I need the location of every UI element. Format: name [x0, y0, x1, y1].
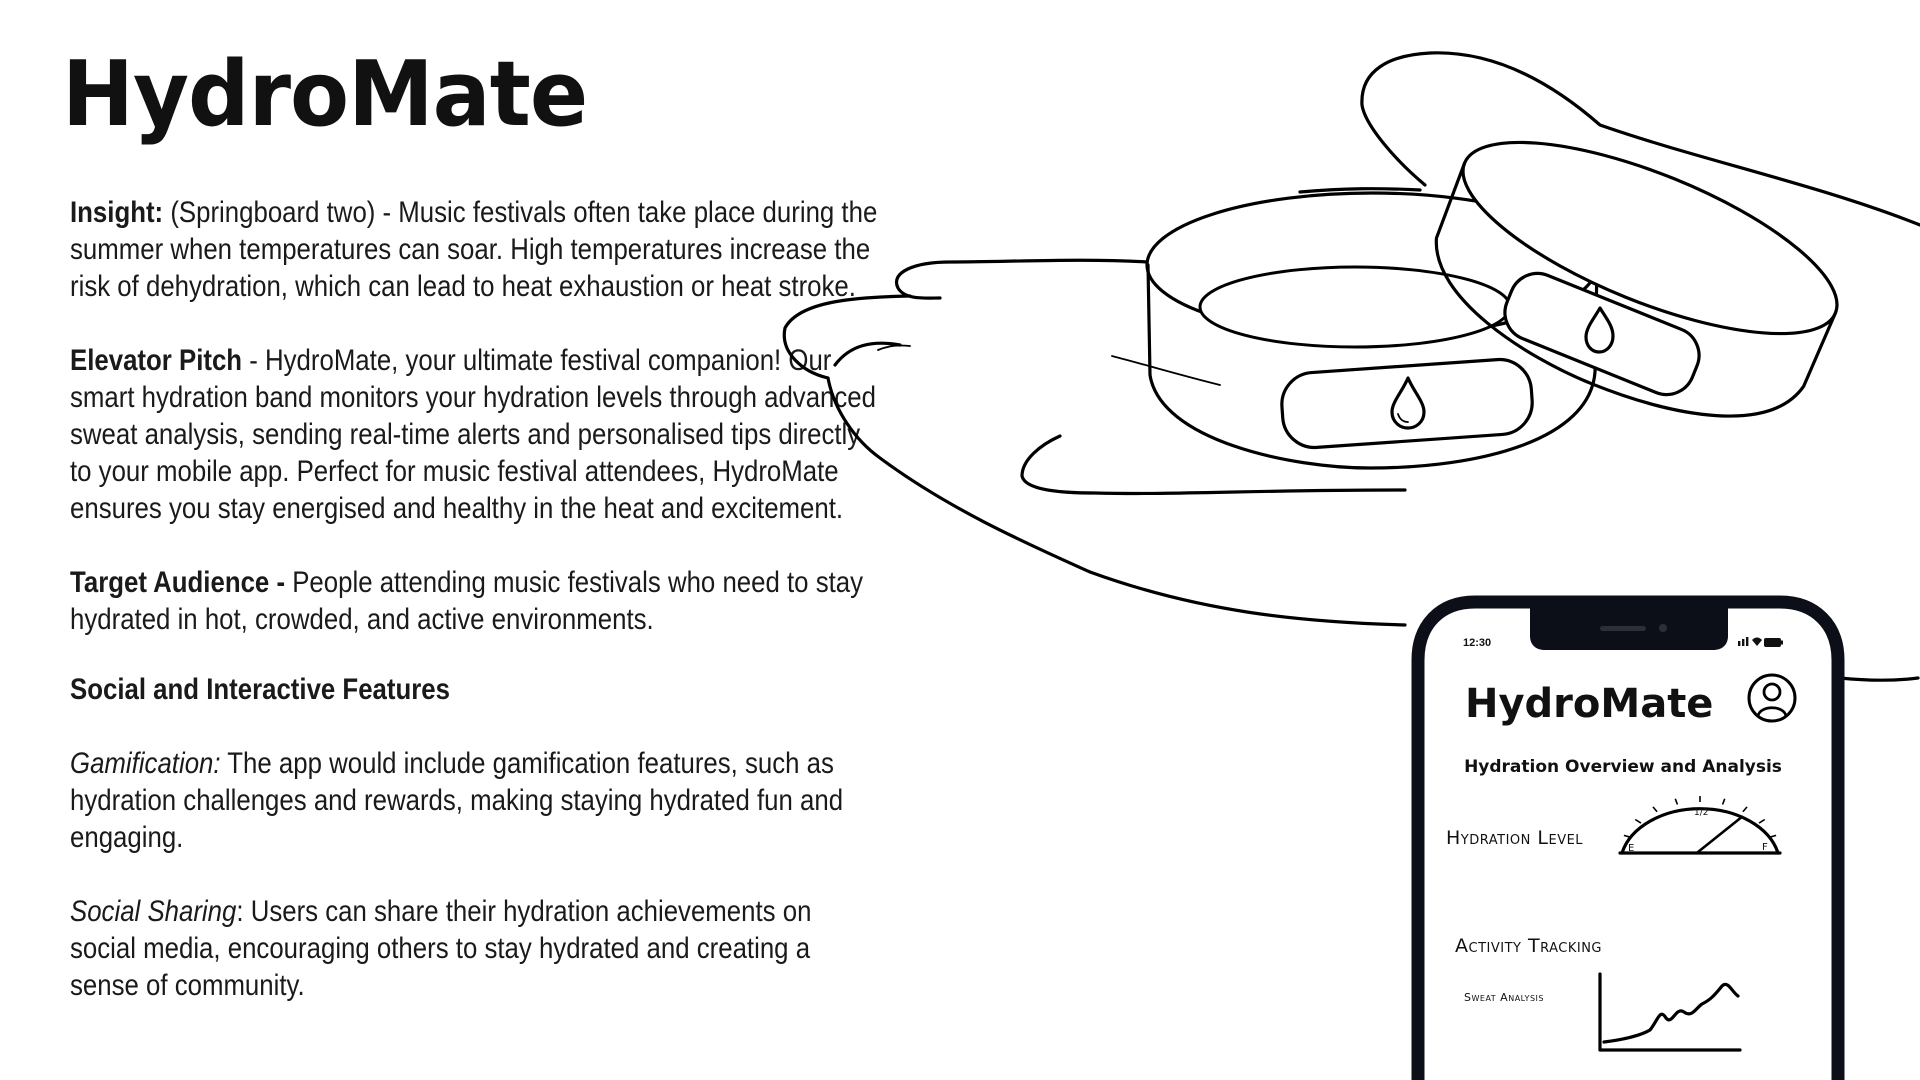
- sweat-analysis-label: Sweat Analysis: [1464, 991, 1544, 1004]
- phone-time: 12:30: [1463, 637, 1492, 649]
- gamification-label: Gamification:: [70, 747, 221, 780]
- svg-text:F: F: [1762, 842, 1768, 853]
- page-title: HydroMate: [62, 42, 588, 147]
- pitch-label: Elevator Pitch: [70, 344, 243, 377]
- audience-label: Target Audience -: [70, 566, 286, 599]
- insight-text: (Springboard two) - Music festivals often take place during the summer when temperatures can soar. High temperatures increase the risk of dehydration, which can lead to heat exhaustion or heat stroke.: [70, 196, 878, 303]
- app-title: HydroMate: [1465, 681, 1714, 727]
- social-text: : Users can share their hydration achievements on social media, encouraging others to stay hydrated and creating a sense of community.: [70, 895, 812, 1002]
- insight-label: Insight:: [70, 196, 164, 229]
- hydration-level-label: Hydration Level: [1446, 827, 1584, 849]
- svg-text:E: E: [1628, 843, 1635, 854]
- pitch-text: - HydroMate, your ultimate festival companion! Our smart hydration band monitors your hydration levels through advanced sweat analysis, sending real-time alerts and personalised tips directly to your mobile app. Perfect for music festival attendees, HydroMate ensures you stay energised and healthy in the heat and excitement.: [70, 344, 876, 525]
- features-heading: Social and Interactive Features: [70, 673, 450, 706]
- social-label: Social Sharing: [70, 895, 237, 928]
- gamification-text: The app would include gamification features, such as hydration challenges and rewards, making staying hydrated fun and engaging.: [70, 747, 844, 854]
- audience-text: People attending music festivals who need to stay hydrated in hot, crowded, and active environments.: [70, 566, 864, 636]
- screen-heading: Hydration Overview and Analysis: [1464, 757, 1782, 777]
- activity-tracking-label: Activity Tracking: [1455, 935, 1603, 957]
- hand-sketch: [784, 53, 1920, 680]
- svg-text:1/2: 1/2: [1694, 808, 1709, 818]
- phone-mockup: [1418, 602, 1838, 1080]
- battery-icon: [1764, 638, 1783, 647]
